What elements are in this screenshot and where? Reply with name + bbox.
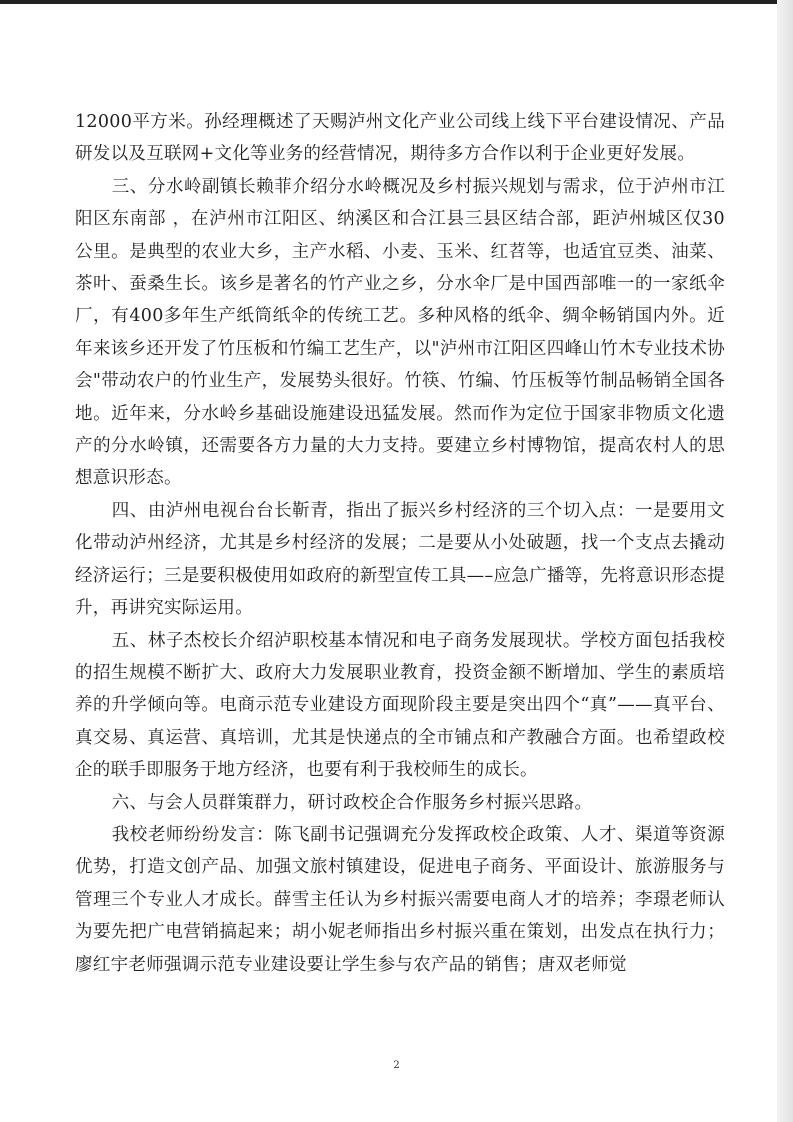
document-body	[75, 106, 725, 981]
paragraph-continuation: 12000平方米。孙经理概述了天赐泸州文化产业公司线上线下平台建设情况、产品研发以及互联网+文化等业务的经营情况，期待多方合作以利于企业更好发展。	[75, 112, 725, 165]
scan-right-edge	[777, 0, 793, 1122]
paragraph-teacher-remarks: 我校老师纷纷发言：陈飞副书记强调充分发挥政校企政策、人才、渠道等资源优势，打造文创产品、加强文旅村镇建设，促进电子商务、平面设计、旅游服务与管理三个专业人才成长。薛雪主任认为乡村振兴需要电商人才的培养；李璟老师认为要先把广电营销搞起来；胡小妮老师指出乡村振兴重在策划，出发点在执行力；廖红宇老师强调示范专业建设要让学生参与农产品的销售；唐双老师觉	[75, 824, 725, 975]
scan-top-edge	[0, 0, 793, 4]
page-number: 2	[393, 1060, 400, 1071]
paragraph-section-three: 三、分水岭副镇长赖菲介绍分水岭概况及乡村振兴规划与需求，位于泸州市江阳区东南部 ，在泸州市江阳区、纳溪区和合江县三县区结合部，距泸州城区仅30公里。是典型的农业大乡，主产水稻、小麦、玉米、红苕等，也适宜豆类、油菜、茶叶、蚕桑生长。该乡是著名的竹产业之乡，分水伞厂是中国西部唯一的一家纸伞厂，有400多年生产纸筒纸伞的传统工艺。多种风格的纸伞、绸伞畅销国内外。近年来该乡还开发了竹压板和竹编工艺生产，以"泸州市江阳区四峰山竹木专业技术协会"带动农户的竹业生产，发展势头很好。竹筷、竹编、竹压板等竹制品畅销全国各地。近年来，分水岭乡基础设施建设迅猛发展。然而作为定位于国家非物质文化遗产的分水岭镇，还需要各方力量的大力支持。要建立乡村博物馆，提高农村人的思想意识形态。	[75, 176, 725, 489]
paragraph-section-six: 六、与会人员群策群力，研讨政校企合作服务乡村振兴思路。	[111, 792, 593, 813]
paragraph-section-four: 四、由泸州电视台台长靳青，指出了振兴乡村经济的三个切入点：一是要用文化带动泸州经济，尤其是乡村经济的发展；二是要从小处破题，找一个支点去撬动经济运行；三是要积极使用如政府的新型宣传工具—–应急广播等，先将意识形态提升，再讲究实际运用。	[75, 500, 725, 619]
paragraph-section-five: 五、林子杰校长介绍泸职校基本情况和电子商务发展现状。学校方面包括我校的招生规模不断扩大、政府大力发展职业教育，投资金额不断增加、学生的素质培养的升学倾向等。电商示范专业建设方面现阶段主要是突出四个“真”——真平台、真交易、真运营、真培训，尤其是快递点的全市铺点和产教融合方面。也希望政校企的联手即服务于地方经济，也要有利于我校师生的成长。	[75, 630, 725, 781]
